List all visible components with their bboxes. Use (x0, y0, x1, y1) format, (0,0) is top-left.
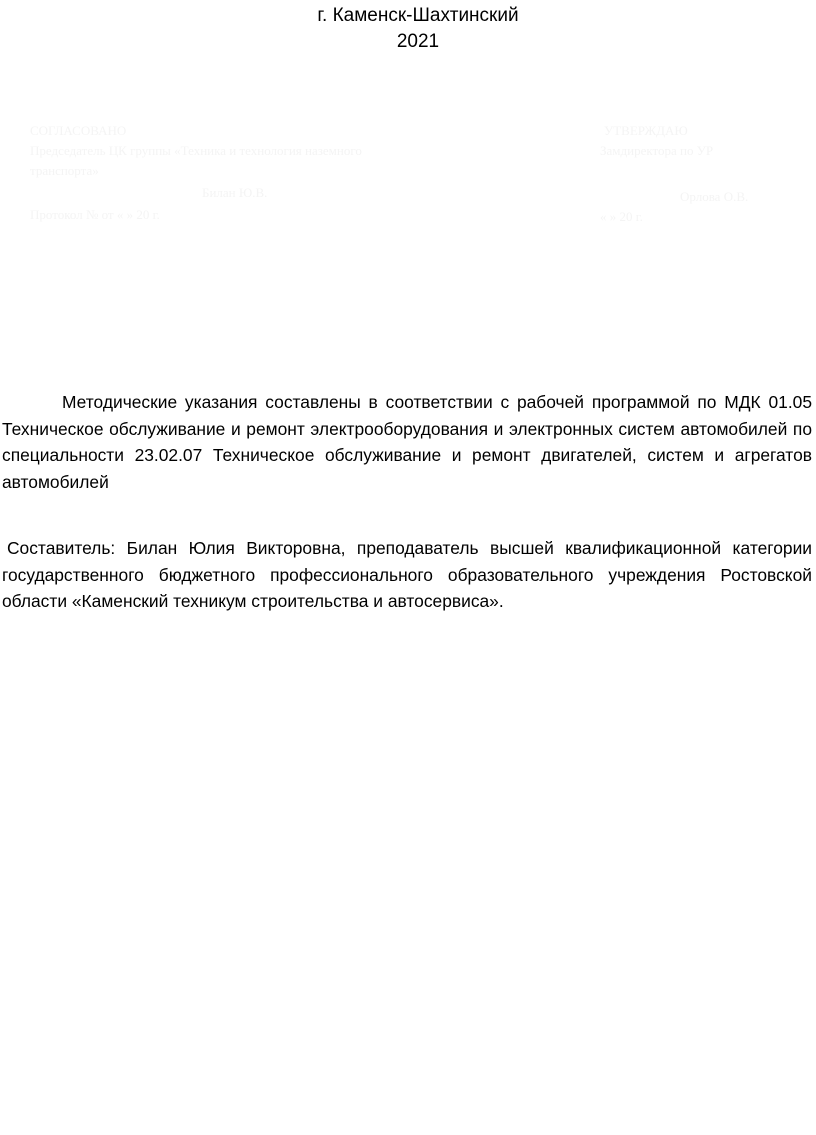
approval-left-position: Председатель ЦК группы «Техника и технология наземного (30, 143, 362, 158)
approval-left-position-cont: транспорта» (30, 163, 99, 178)
author-paragraph: Составитель: Билан Юлия Викторовна, преподаватель высшей квалификационной категории государственного бюджетного профессионального образовательного учреждения Ростовской области «Каменский техникум строительства и автосервиса». (2, 538, 812, 611)
year-line: 2021 (396, 31, 440, 52)
approval-right-title: УТВЕРЖДАЮ (604, 123, 688, 138)
approval-left-title: СОГЛАСОВАНО (30, 123, 127, 138)
approval-left-protocol: Протокол № от « » 20 г. (30, 207, 160, 222)
approval-right-name: Орлова О.В. (680, 189, 749, 204)
approval-right-date: « » 20 г. (600, 209, 643, 224)
city-line: г. Каменск-Шахтинский (317, 5, 519, 26)
approval-left-name: Билан Ю.В. (202, 185, 268, 200)
approval-right-position: Замдиректора по УР (600, 143, 714, 158)
methodical-note-paragraph: Методические указания составлены в соответствии с рабочей программой по МДК 01.05 Техническое обслуживание и ремонт электрооборудования и электронных систем автомобилей по специальности 23.02.07 Техническое обслуживание и ремонт двигателей, систем и агрегатов автомобилей (2, 392, 812, 492)
